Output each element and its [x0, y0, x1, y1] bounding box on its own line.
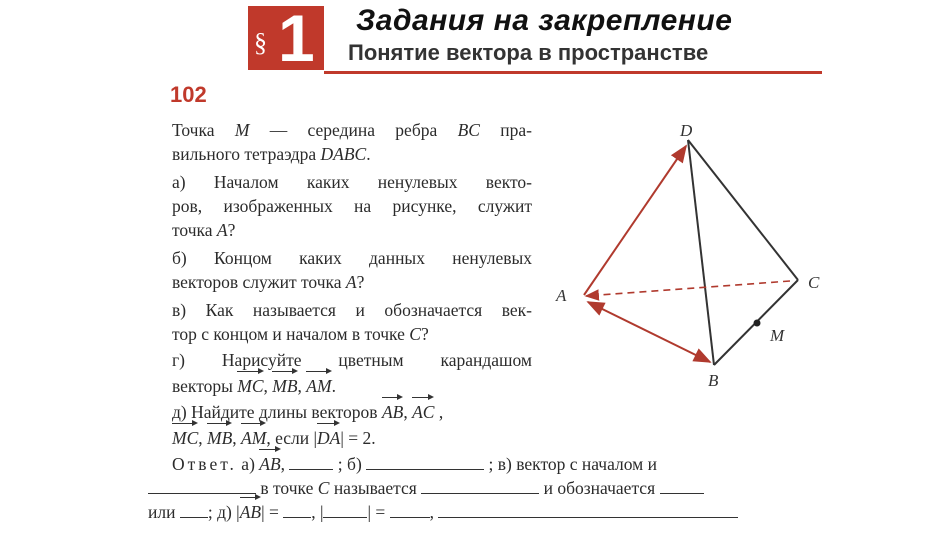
problem-line-2 [172, 142, 371, 166]
text: , если | [266, 428, 318, 448]
text: ? [227, 220, 236, 240]
problem-line-8: в) Как называется и обозначается век- [172, 300, 532, 320]
text: и обозначается [543, 478, 656, 498]
answer-blank[interactable] [366, 455, 484, 470]
point-m-dot [754, 320, 761, 327]
text: . [331, 376, 336, 396]
label-d: D [680, 121, 693, 140]
answer-line-1: Ответ. а) AB, ; б) ; в) вектор с началом и [172, 454, 657, 474]
text: , [263, 376, 273, 396]
text: , [434, 402, 444, 422]
text: , [297, 376, 307, 396]
answer-blank[interactable] [148, 479, 256, 494]
vector-mc: MC [172, 428, 199, 448]
answer-blank[interactable] [421, 479, 539, 494]
answer-blank[interactable] [323, 503, 367, 518]
problem-line-6: б) Концом каких данных ненулевых [172, 248, 532, 268]
text: пра- [479, 120, 532, 140]
page-subtitle: Понятие вектора в пространстве [348, 40, 709, 65]
text: или [148, 502, 176, 522]
label-b: B [708, 371, 719, 390]
tetrahedron-name: DABC [320, 144, 367, 164]
vector-mc: MC [237, 376, 264, 396]
vector-mb: MB [207, 428, 233, 448]
problem-line-5 [172, 218, 235, 242]
vector-ad [584, 146, 686, 295]
text: | [319, 502, 324, 522]
text: в) вектор с началом и [497, 454, 657, 474]
edge-db [688, 140, 714, 365]
text: векторов служит точка [172, 272, 346, 292]
text: ? [356, 272, 365, 292]
answer-line-2 [148, 476, 704, 500]
section-badge [248, 1, 324, 75]
vector-ab: AB [381, 402, 404, 422]
answer-blank[interactable] [283, 503, 311, 518]
text: — середина ребра [249, 120, 458, 140]
vector-mb: MB [272, 376, 298, 396]
vector-ac: AC [412, 402, 435, 422]
text: точка [172, 220, 217, 240]
problem-line-10: г) Нарисуйте цветным карандашом [172, 350, 532, 370]
tetrahedron-figure [540, 110, 840, 400]
section-number: 1 [278, 1, 315, 75]
text: векторы [172, 376, 238, 396]
text: , [232, 428, 242, 448]
point-a: A [216, 220, 228, 240]
problem-line-11 [172, 374, 336, 398]
point-c: C [409, 324, 421, 344]
vector-ab-ba [588, 302, 710, 362]
problem-line-4: ров, изображенных на рисунке, служит [172, 196, 532, 216]
problem-line-1 [172, 118, 532, 142]
text: ; д) | [207, 502, 240, 522]
text: Точка [172, 120, 235, 140]
text: . [366, 144, 371, 164]
point-a: A [345, 272, 357, 292]
vector-ab: AB [259, 454, 281, 474]
section-sign: § [254, 28, 267, 57]
answer-blank[interactable] [660, 479, 704, 494]
answer-line-3: или ; д) |AB| = , | | = , [148, 500, 738, 524]
point-c: C [317, 478, 330, 498]
label-a: A [556, 286, 567, 305]
page-title: Задания на закрепление [356, 4, 733, 37]
answer-blank[interactable] [438, 503, 738, 518]
text: а) [241, 454, 255, 474]
answer-blank[interactable] [289, 455, 333, 470]
vector-da: DA [317, 428, 341, 448]
text: , [403, 402, 413, 422]
header-rule [324, 71, 822, 74]
vector-ca [586, 281, 790, 296]
text: тор с концом и началом в точке [172, 324, 410, 344]
text: б) [347, 454, 362, 474]
answer-blank[interactable] [390, 503, 430, 518]
text: , [198, 428, 207, 448]
label-c: C [808, 273, 820, 292]
answer-label: Ответ. [172, 454, 237, 474]
text: вильного тетраэдра [172, 144, 321, 164]
vector-am: AM [306, 376, 332, 396]
edge-dc [688, 140, 798, 280]
text: называется [333, 478, 417, 498]
text: | = [261, 502, 279, 522]
edge-bc: BC [457, 120, 480, 140]
text: в точке [260, 478, 314, 498]
problem-line-9 [172, 322, 429, 346]
vector-am: AM [241, 428, 267, 448]
text: | = 2. [340, 428, 376, 448]
text: д) Найдите длины векторов [172, 402, 382, 422]
point-m: M [234, 120, 250, 140]
vector-ab: AB [239, 502, 262, 522]
problem-line-7 [172, 270, 364, 294]
label-m: M [770, 326, 785, 345]
problem-number: 102 [170, 82, 207, 107]
problem-line-3: а) Началом каких ненулевых векто- [172, 172, 532, 192]
text: ? [420, 324, 429, 344]
answer-blank[interactable] [180, 503, 208, 518]
text: | = [367, 502, 386, 522]
problem-line-12 [172, 400, 443, 424]
